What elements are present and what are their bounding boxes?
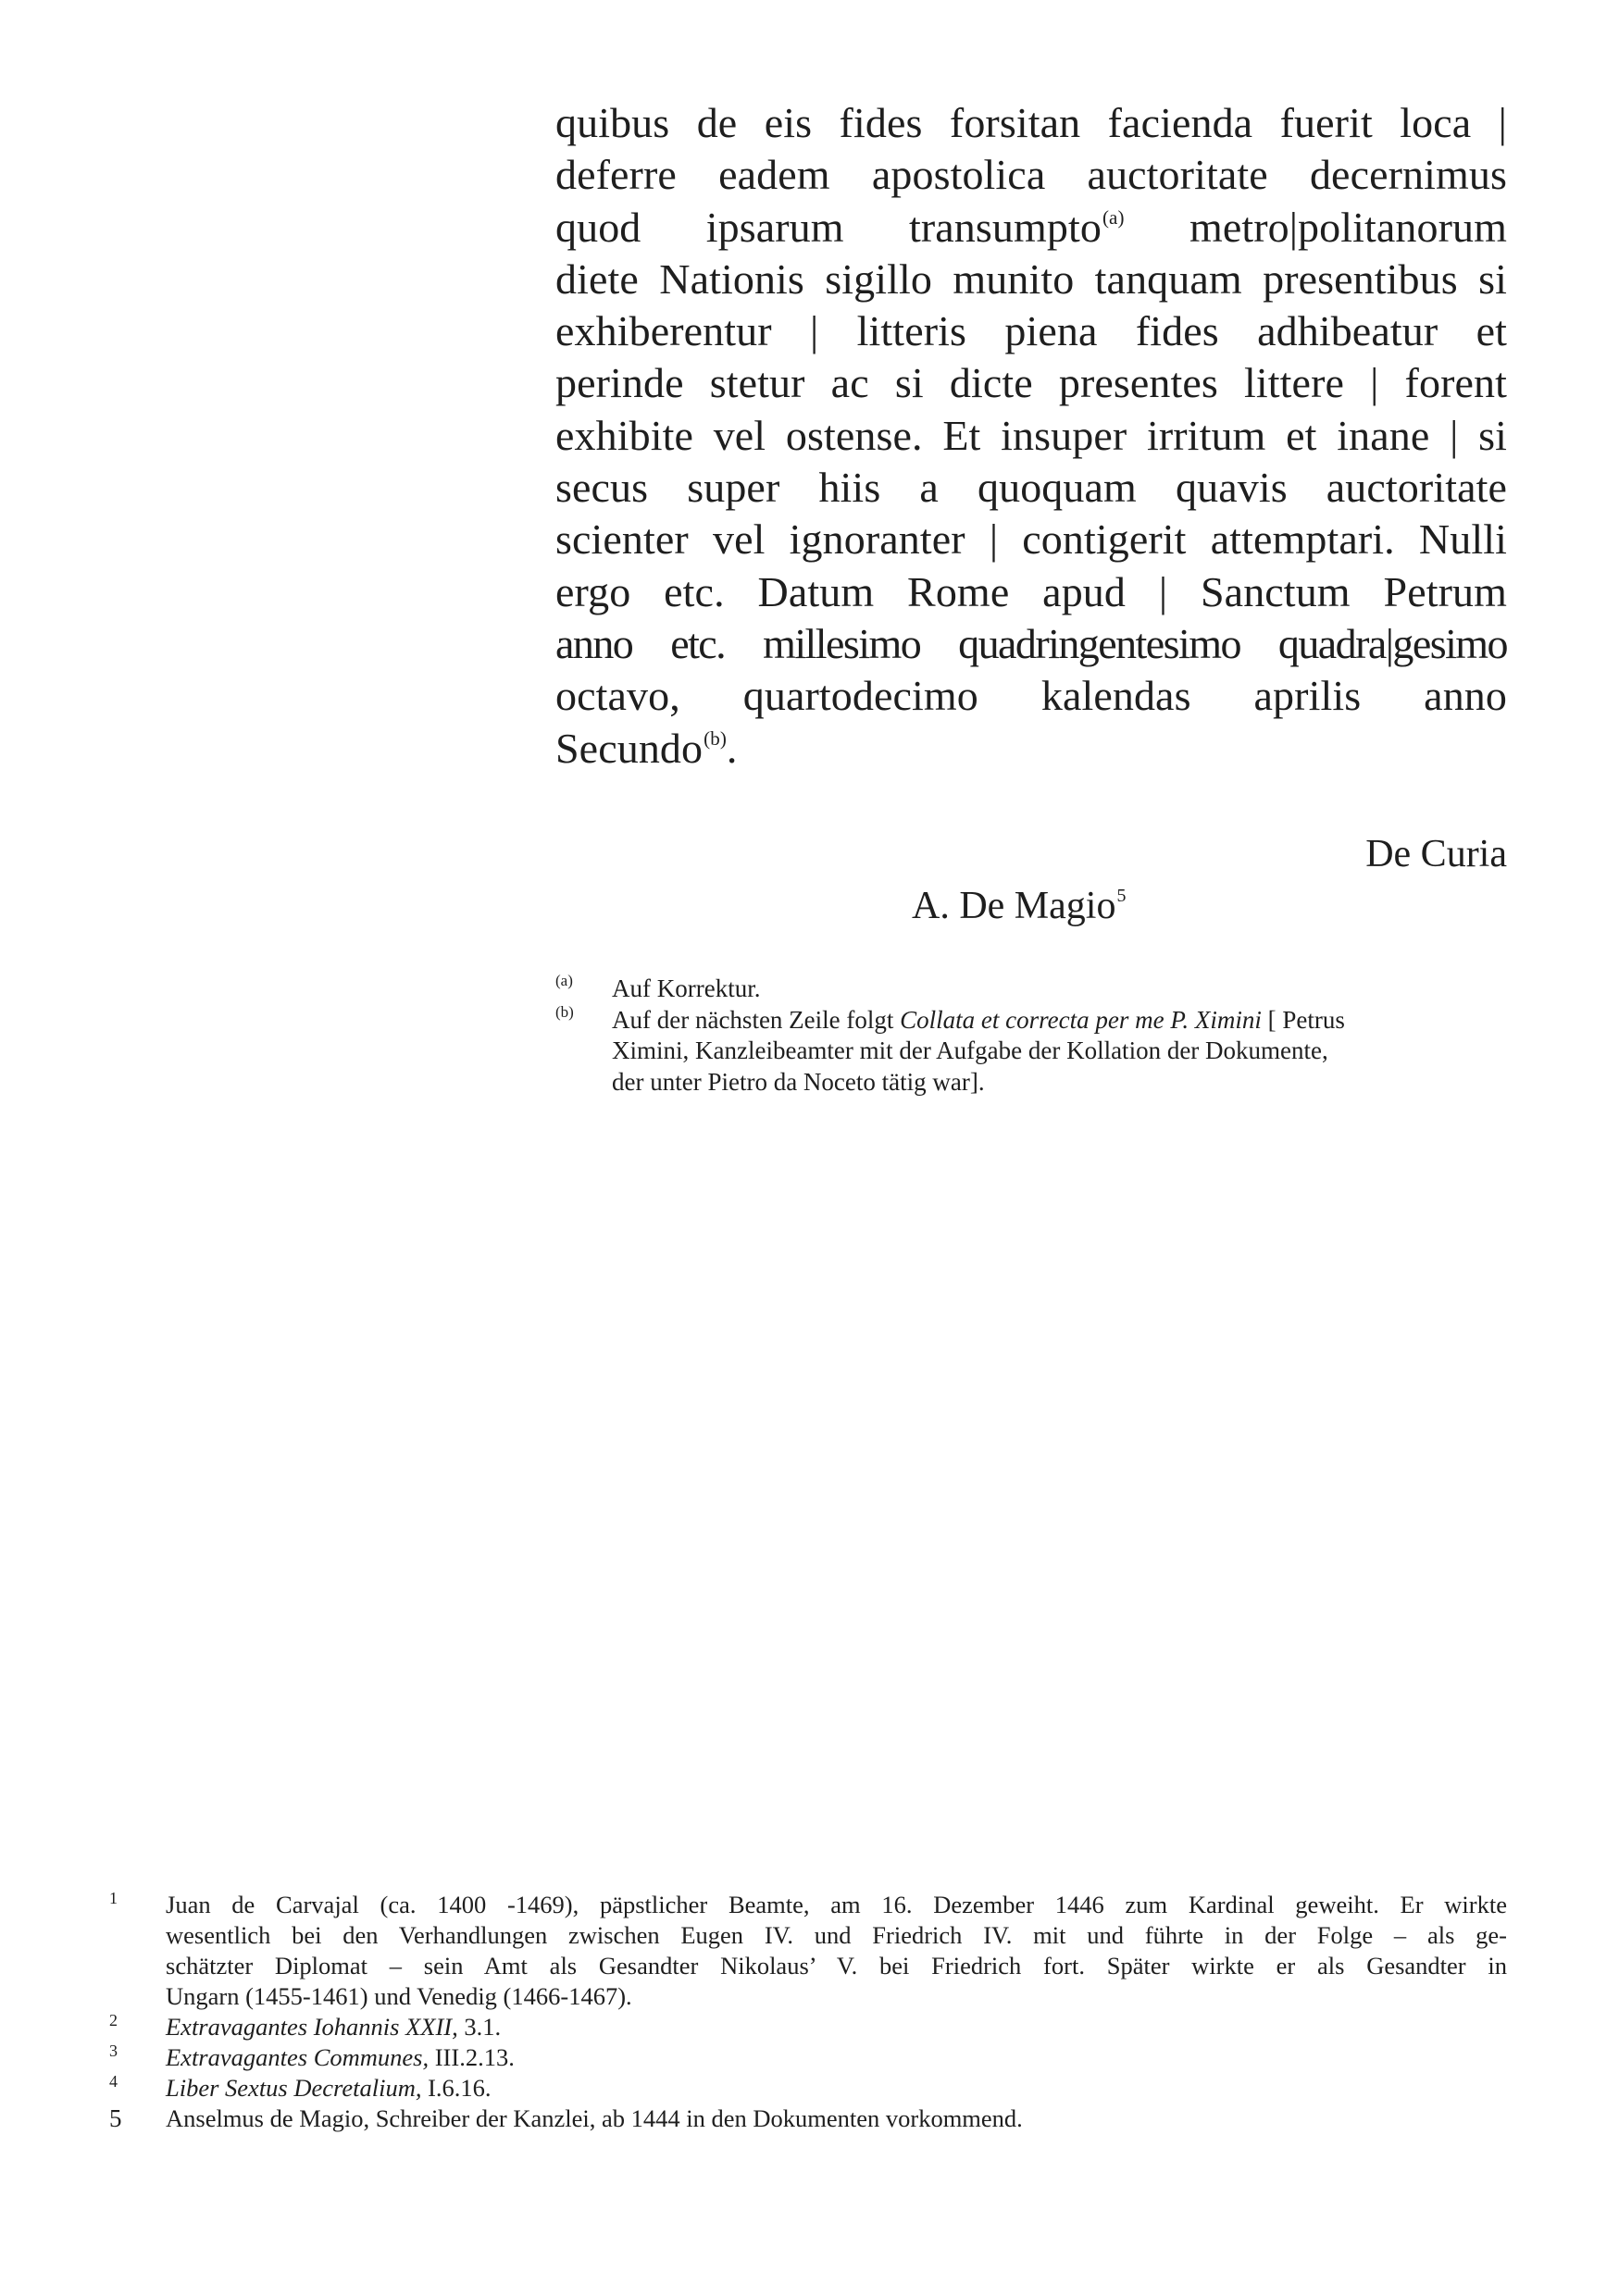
footnote-4: [109, 2073, 1507, 2104]
critical-note-line: Ximini, Kanzleibeamter mit der Aufgabe der Kollation der Dokumente,: [612, 1036, 1328, 1064]
footnote-text: [166, 2042, 1507, 2073]
text-segment: [ Petrus: [1261, 1005, 1345, 1034]
footnote-number: 4: [109, 2072, 118, 2091]
text-line: deferre eadem apostolica auctoritate decernimus: [555, 151, 1507, 199]
text-line: anno etc. millesimo quadringentesimo quadra|gesimo: [555, 619, 1507, 667]
footnote-number: 2: [109, 2011, 118, 2029]
footnote-title: Extravagantes Communes,: [166, 2043, 430, 2071]
text-line: exhibite vel ostense. Et insuper irritum et inane | si: [555, 411, 1507, 459]
text-line: ergo etc. Datum Rome apud | Sanctum Petrum: [555, 567, 1507, 615]
critical-note-b: [555, 1002, 1481, 1098]
footnote-ref: I.6.16.: [421, 2074, 492, 2102]
text-line: secus super hiis a quoquam quavis auctoritate: [555, 464, 1507, 512]
footnote-ref-5: 5: [1116, 886, 1127, 906]
footnotes: [109, 1890, 1507, 2134]
critical-note-marker: (a): [555, 972, 573, 989]
footnote-number: 3: [109, 2042, 118, 2060]
text-line: [555, 723, 1507, 775]
footnote-line: wesentlich bei den Verhandlungen zwischen Eugen IV. und Friedrich IV. mit und führte in der Folge – als ge-: [166, 1921, 1507, 1949]
critical-apparatus: [555, 974, 1481, 1098]
text-line: quibus de eis fides forsitan facienda fuerit loca |: [555, 99, 1507, 146]
critical-marker-b: (b): [704, 726, 727, 750]
critical-marker-a: (a): [1102, 205, 1125, 229]
footnote-title: Extravagantes Iohannis XXII,: [166, 2013, 458, 2041]
text-segment: .: [726, 724, 738, 772]
text-segment: quod ipsarum transumpto: [555, 203, 1102, 251]
footnote-3: [109, 2042, 1507, 2073]
footnote-number: 1: [109, 1889, 118, 1907]
footnote-text: Anselmus de Magio, Schreiber der Kanzlei, ab 1444 in den Dokumenten vorkommend.: [166, 2104, 1023, 2132]
closing-signature: [912, 880, 1126, 938]
latin-text-block: [555, 97, 1507, 775]
footnote-text: [166, 2073, 1507, 2104]
text-line: [555, 202, 1507, 254]
text-segment-italic: Collata et correcta per me P. Ximini: [900, 1005, 1262, 1034]
footnote-title: Liber Sextus Decretalium,: [166, 2074, 422, 2102]
footnote-text: [166, 2012, 1507, 2042]
footnote-2: [109, 2012, 1507, 2042]
critical-note-a: [555, 974, 1481, 1005]
text-segment: metro|politanorum: [1189, 203, 1507, 251]
text-line: scienter vel ignoranter | contigerit attemptari. Nulli: [555, 515, 1507, 564]
text-segment: Secundo: [555, 724, 704, 772]
footnote-line: Ungarn (1455-1461) und Venedig (1466-1467).: [166, 1982, 632, 2010]
footnote-1: [109, 1890, 1507, 2012]
footnote-line: Juan de Carvajal (ca. 1400 -1469), päpstlicher Beamte, am 16. Dezember 1446 zum Kardinal geweiht. Er wirkte: [166, 1891, 1507, 1918]
critical-note-line: der unter Pietro da Noceto tätig war].: [612, 1067, 985, 1096]
text-line: diete Nationis sigillo munito tanquam presentibus si: [555, 254, 1507, 303]
signature-text: A. De Magio: [912, 885, 1116, 927]
footnote-ref: 3.1.: [457, 2013, 502, 2041]
footnote-text: [166, 1890, 1507, 2012]
footnote-line: schätzter Diplomat – sein Amt als Gesandter Nikolaus’ V. bei Friedrich fort. Später wirkte er als Gesandter in: [166, 1952, 1507, 1980]
text-line: perinde stetur ac si dicte presentes littere | forent: [555, 359, 1507, 407]
footnote-number: 5: [109, 2104, 122, 2132]
footnote-ref: III.2.13.: [429, 2043, 515, 2071]
text-line: octavo, quartodecimo kalendas aprilis anno: [555, 672, 1507, 720]
critical-note-marker: (b): [555, 1002, 574, 1021]
text-line: exhiberentur | litteris piena fides adhibeatur et: [555, 307, 1507, 355]
text-segment: Auf der nächsten Zeile folgt: [612, 1005, 901, 1034]
closing-de-curia: De Curia: [1365, 833, 1507, 875]
critical-note-text: Auf Korrektur.: [612, 974, 761, 1002]
footnote-5: [109, 2104, 1507, 2134]
critical-note-line: [612, 1005, 1481, 1036]
